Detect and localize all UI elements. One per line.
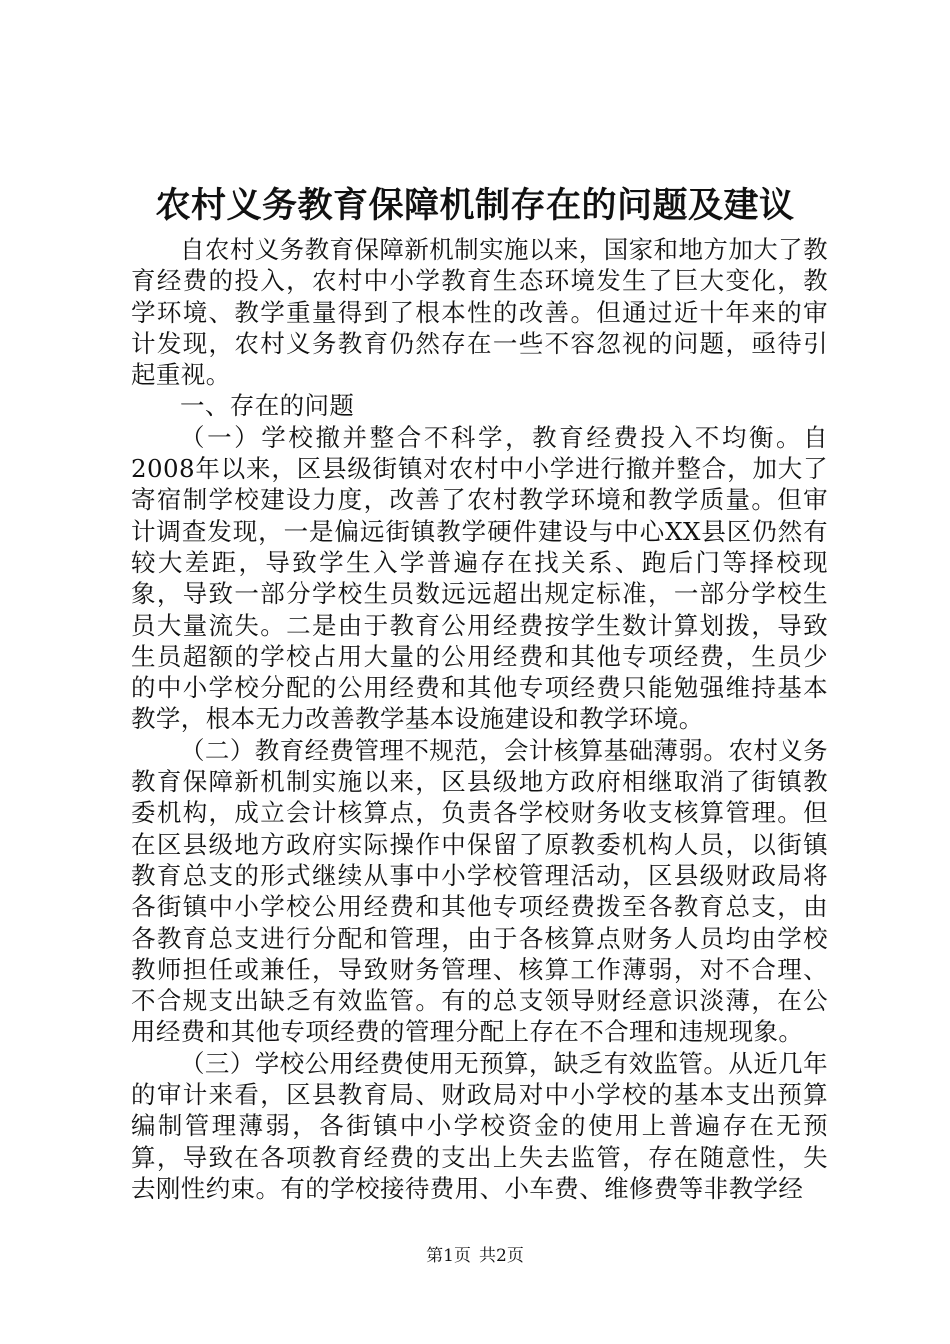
section-heading: 一、存在的问题: [180, 391, 355, 421]
page-total: 共2页: [479, 1246, 524, 1266]
document-title: 农村义务教育保障机制存在的问题及建议: [155, 185, 795, 226]
body-paragraph-3: （三）学校公用经费使用无预算，缺乏有效监管。从近几年的审计来看，区县教育局、财政局对中小学校的基本支出预算编制管理薄弱，各街镇中小学校资金的使用上普遍存在无预算，导致在各项教育经费的支出上失去监管，存在随意性，失去刚性约束。有的学校接待费用、小车费、维修费等非教学经: [131, 1048, 828, 1203]
body-paragraph-1: （一）学校撤并整合不科学，教育经费投入不均衡。自2008年以来，区县级街镇对农村中小学进行撤并整合，加大了寄宿制学校建设力度，改善了农村教学环境和教学质量。但审计调查发现，一是偏远街镇教学硬件建设与中心XX县区仍然有较大差距，导致学生入学普遍存在找关系、跑后门等择校现象，导致一部分学校生员数远远超出规定标准，一部分学校生员大量流失。二是由于教育公用经费按学生数计算划拨，导致生员超额的学校占用大量的公用经费和其他专项经费，生员少的中小学校分配的公用经费和其他专项经费只能勉强维持基本教学，根本无力改善教学基本设施建设和教学环境。: [131, 422, 828, 734]
page-footer: [0, 1245, 950, 1267]
intro-paragraph: 自农村义务教育保障新机制实施以来，国家和地方加大了教育经费的投入，农村中小学教育生态环境发生了巨大变化，教学环境、教学重量得到了根本性的改善。但通过近十年来的审计发现，农村义务教育仍然存在一些不容忽视的问题，亟待引起重视。: [131, 235, 828, 390]
page-number: 第1页: [426, 1246, 471, 1266]
body-paragraph-2: （二）教育经费管理不规范，会计核算基础薄弱。农村义务教育保障新机制实施以来，区县级地方政府相继取消了街镇教委机构，成立会计核算点，负责各学校财务收支核算管理。但在区县级地方政府实际操作中保留了原教委机构人员，以街镇教育总支的形式继续从事中小学校管理活动，区县级财政局将各街镇中小学校公用经费和其他专项经费拨至各教育总支，由各教育总支进行分配和管理，由于各核算点财务人员均由学校教师担任或兼任，导致财务管理、核算工作薄弱，对不合理、不合规支出缺乏有效监管。有的总支领导财经意识淡薄，在公用经费和其他专项经费的管理分配上存在不合理和违规现象。: [131, 735, 828, 1047]
document-body: [131, 234, 828, 1204]
